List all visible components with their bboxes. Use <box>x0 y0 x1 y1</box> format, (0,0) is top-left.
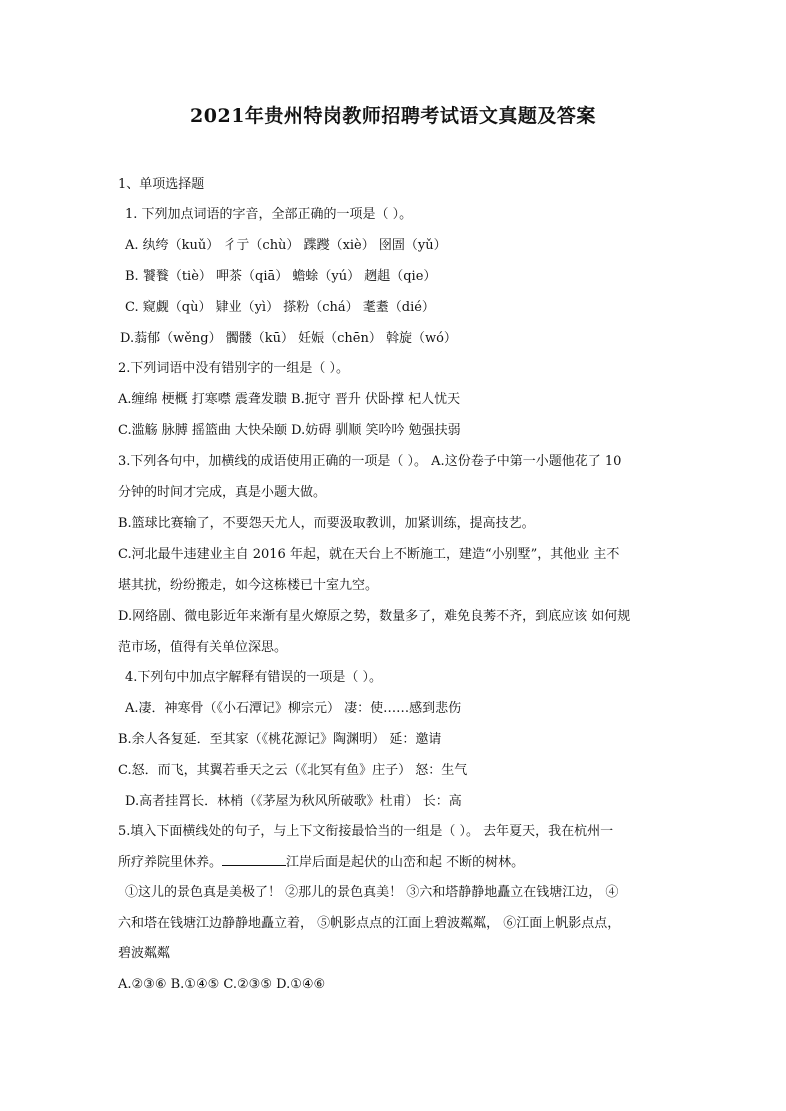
question-4-option-c: C.怒．而飞，其翼若垂天之云（《北冥有鱼》庄子） 怒：生气 <box>118 763 468 778</box>
question-2-stem: 2.下列词语中没有错别字的一组是（ ）。 <box>118 361 350 376</box>
section-heading: 1、单项选择题 <box>118 177 205 192</box>
question-1-option-a: A. 纨绔（kuǔ） 彳亍（chù） 蹀躞（xiè） 囹圄（yǔ） <box>125 238 447 253</box>
question-1-option-d: D.蓊郁（wěng） 髑髅（kū） 妊娠（chēn） 斡旋（wó） <box>120 331 457 346</box>
question-3-option-c-cont: 堪其扰，纷纷搬走，如今这栋楼已十室九空。 <box>118 578 379 593</box>
question-5-options: A.②③⑥ B.①④⑤ C.②③⑤ D.①④⑥ <box>118 977 326 992</box>
question-5-sentences-3: 碧波粼粼 <box>118 946 171 961</box>
question-1-option-c: C. 窥觑（qù） 肄业（yì） 搽粉（chá） 耄耋（dié） <box>125 300 435 315</box>
document-title: 2021年贵州特岗教师招聘考试语文真题及答案 <box>190 105 596 127</box>
fill-in-blank <box>222 853 286 866</box>
question-5-sentences-1: ①这儿的景色真是美极了！ ②那儿的景色真美！ ③六和塔静静地矗立在钱塘江边， ④ <box>125 885 619 900</box>
question-2-options-cd: C.滥觞 脉膊 摇篮曲 大快朵颐 D.妨碍 驯顺 笑吟吟 勉强扶弱 <box>118 423 461 438</box>
question-3-option-d: D.网络剧、微电影近年来渐有星火燎原之势，数量多了，难免良莠不齐，到底应该 如何规 <box>118 609 631 624</box>
question-1-stem: 1. 下列加点词语的字音，全部正确的一项是（ ）。 <box>125 207 413 222</box>
question-3-option-b: B.篮球比赛输了，不要怨天尤人，而要汲取教训，加紧训练，提高技艺。 <box>118 516 535 531</box>
passage-suffix: 江岸后面是起伏的山峦和起 不断的树林。 <box>286 855 525 870</box>
question-1-option-b: B. 饕餮（tiè） 呷茶（qiā） 蟾蜍（yú） 趔趄（qie） <box>125 269 437 284</box>
question-5-stem: 5.填入下面横线处的句子，与上下文衔接最恰当的一组是（ ）。 去年夏天，我在杭州一 <box>118 824 614 839</box>
question-3-option-a-cont: 分钟的时间才完成，真是小题大做。 <box>118 485 327 500</box>
question-5-sentences-2: 六和塔在钱塘江边静静地矗立着， ⑤帆影点点的江面上碧波粼粼， ⑥江面上帆影点点， <box>118 916 621 931</box>
question-2-options-ab: A.缠绵 梗概 打寒噤 震聋发聩 B.扼守 晋升 伏卧撑 杞人忧天 <box>118 392 461 407</box>
question-5-passage <box>118 853 524 872</box>
question-3-stem: 3.下列各句中，加横线的成语使用正确的一项是（ ）。 A.这份卷子中第一小题他花了 10 <box>118 454 622 469</box>
question-3-option-c: C.河北最牛违建业主自 2016 年起，就在天台上不断施工，建造“小别墅”，其他业 主不 <box>118 547 620 562</box>
question-4-option-a: A.凄．神寒骨（《小石潭记》柳宗元） 凄：使……感到悲伤 <box>125 701 462 716</box>
passage-prefix: 所疗养院里休养。 <box>118 855 223 870</box>
question-4-stem: 4.下列句中加点字解释有错误的一项是（ ）。 <box>125 670 383 685</box>
question-4-option-b: B.余人各复延．至其家（《桃花源记》陶渊明） 延：邀请 <box>118 732 442 747</box>
question-4-option-d: D.高者挂罥长．林梢（《茅屋为秋风所破歌》杜甫） 长：高 <box>125 794 462 809</box>
question-3-option-d-cont: 范市场，值得有关单位深思。 <box>118 640 288 655</box>
